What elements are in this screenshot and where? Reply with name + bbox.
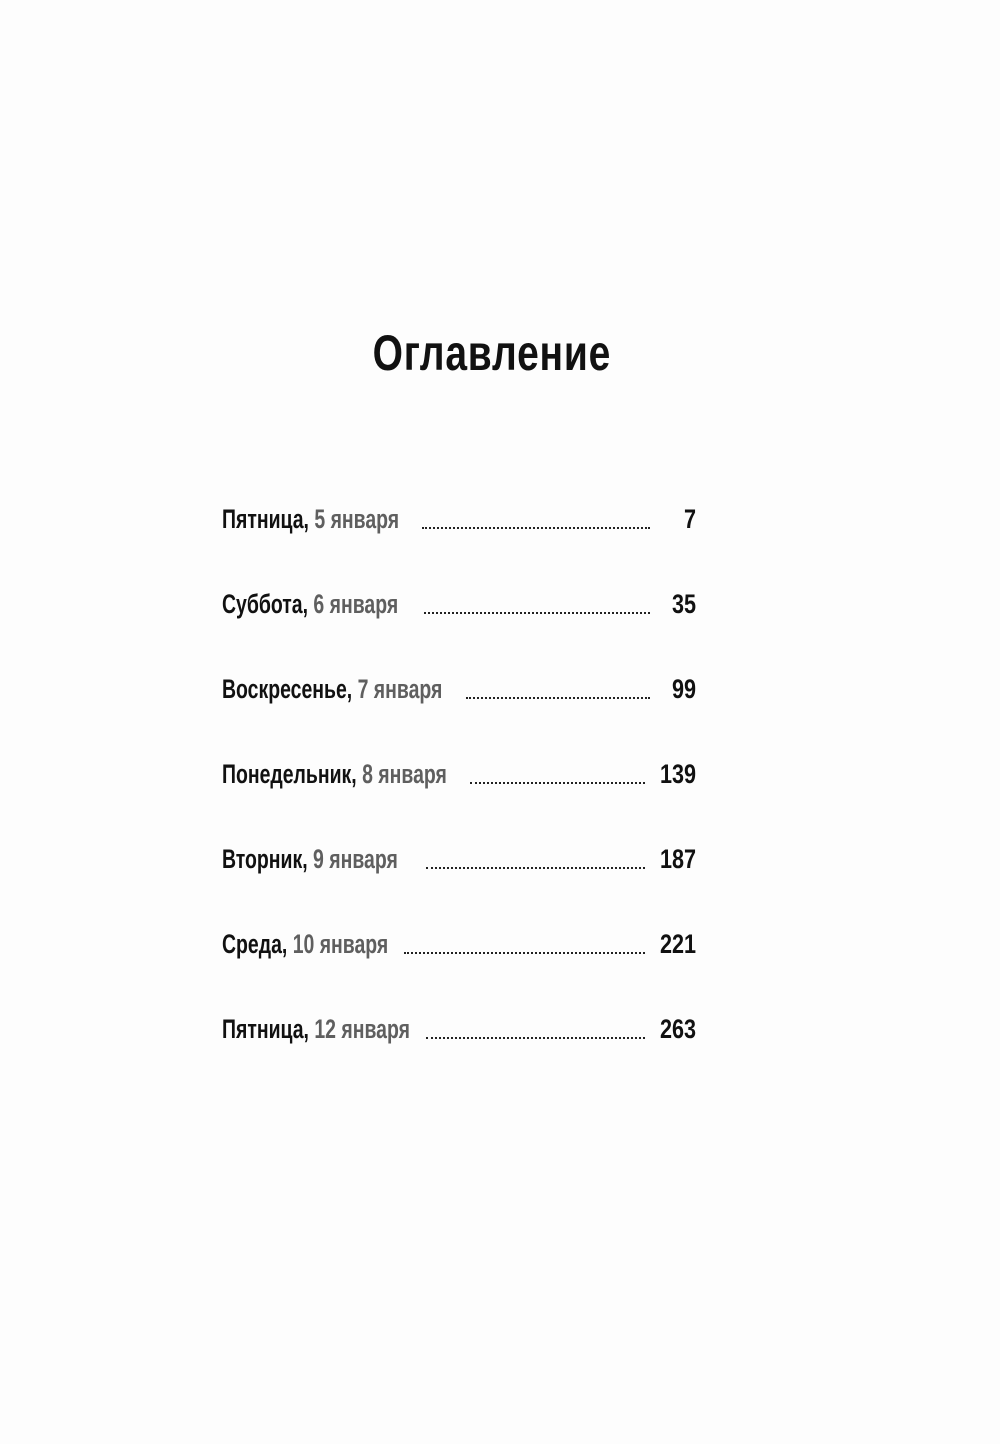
- toc-page-number: 263: [659, 1014, 696, 1044]
- toc-day: Понедельник,: [222, 759, 357, 789]
- toc-date: 5 января: [314, 504, 400, 534]
- page-title: Оглавление: [372, 325, 612, 381]
- toc-entry[interactable]: [222, 833, 696, 918]
- toc-entry[interactable]: [222, 918, 696, 1003]
- toc-day: Пятница,: [222, 1014, 309, 1044]
- toc-page-number: 187: [659, 844, 696, 874]
- toc-page-number: 99: [671, 674, 696, 704]
- toc-date: 10 января: [292, 929, 389, 959]
- toc-day: Суббота,: [222, 589, 308, 619]
- toc-page-number: 139: [659, 759, 696, 789]
- toc-entry[interactable]: [222, 1003, 696, 1088]
- toc-date: 6 января: [313, 589, 399, 619]
- toc-entry[interactable]: [222, 663, 696, 748]
- toc-entry-label: [222, 663, 442, 715]
- dot-leader: [426, 833, 645, 869]
- table-of-contents: [222, 493, 696, 1088]
- toc-date: 9 января: [313, 844, 398, 874]
- toc-date: 8 января: [362, 759, 447, 789]
- toc-day: Среда,: [222, 929, 288, 959]
- dot-leader: [470, 748, 645, 784]
- dot-leader: [426, 1003, 645, 1039]
- toc-page-number: 221: [659, 929, 696, 959]
- toc-entry-label: [222, 833, 398, 885]
- dot-leader: [466, 663, 650, 699]
- toc-entry-label: [222, 1003, 410, 1055]
- toc-page-number: 35: [671, 589, 696, 619]
- toc-date: 7 января: [357, 674, 443, 704]
- toc-day: Вторник,: [222, 844, 308, 874]
- toc-day: Пятница,: [222, 504, 309, 534]
- toc-entry-label: [222, 748, 447, 800]
- toc-date: 12 января: [314, 1014, 410, 1044]
- toc-day: Воскресенье,: [222, 674, 353, 704]
- toc-entry-label: [222, 918, 388, 970]
- dot-leader: [422, 493, 650, 529]
- toc-entry-label: [222, 493, 399, 545]
- toc-entry-label: [222, 578, 398, 630]
- dot-leader: [424, 578, 650, 614]
- toc-entry[interactable]: [222, 748, 696, 833]
- dot-leader: [404, 918, 645, 954]
- toc-entry[interactable]: [222, 493, 696, 578]
- toc-page-number: 7: [683, 504, 696, 534]
- toc-entry[interactable]: [222, 578, 696, 663]
